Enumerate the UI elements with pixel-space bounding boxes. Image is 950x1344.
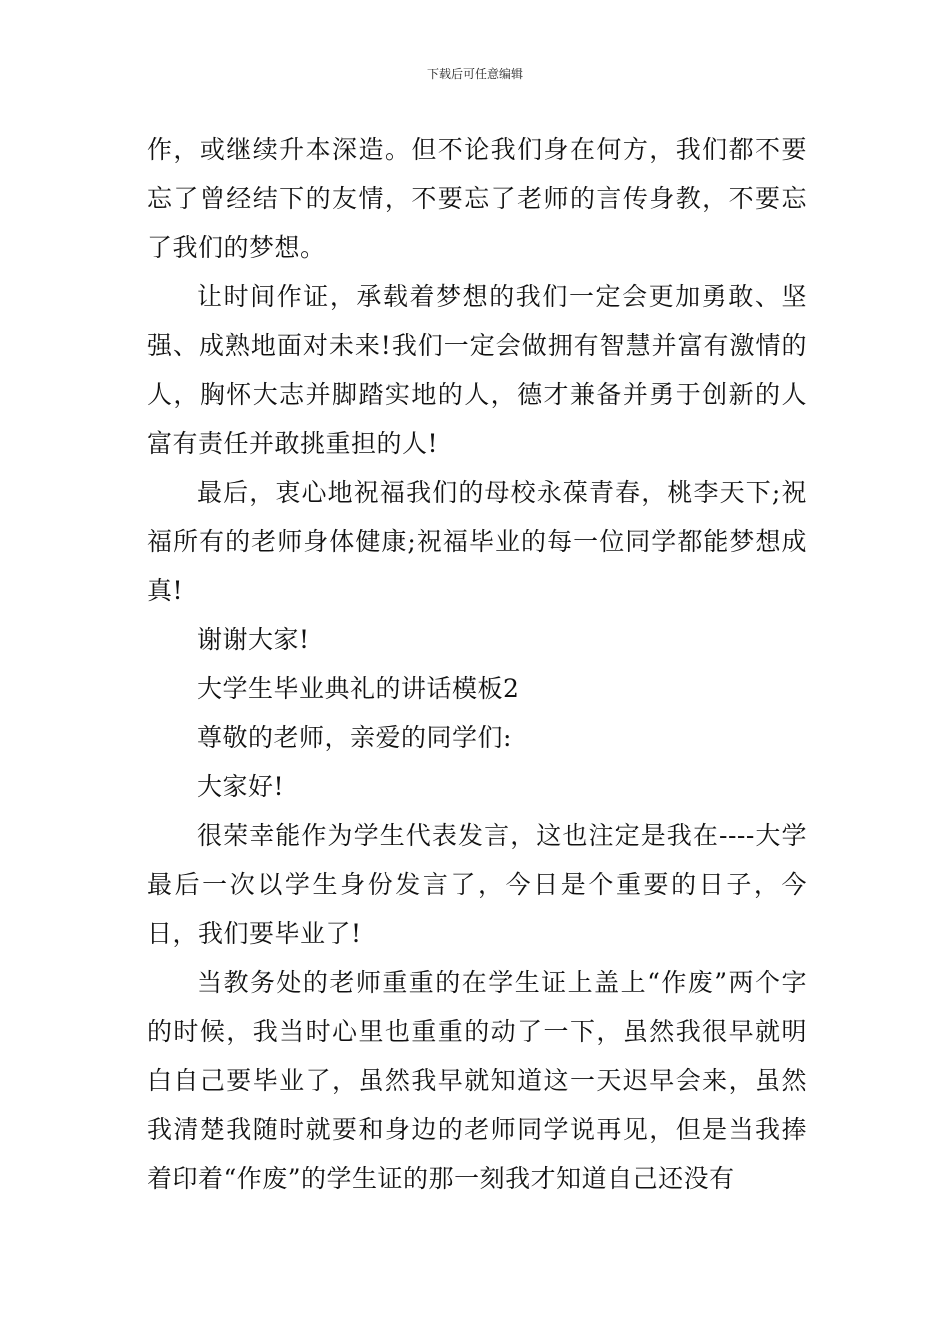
section-title: 大学生毕业典礼的讲话模板2 (197, 674, 520, 703)
paragraph-thanks: 谢谢大家! (197, 625, 310, 654)
salutation: 尊敬的老师，亲爱的同学们: (197, 723, 512, 752)
page-header: 下载后可任意编辑 (426, 67, 523, 81)
paragraph-blessing: 最后，衷心地祝福我们的母校永葆青春，桃李天下;祝福所有的老师身体健康;祝福毕业的每一位同学都能梦想成真! (147, 478, 807, 605)
paragraph-continuation: 作，或继续升本深造。但不论我们身在何方，我们都不要忘了曾经结下的友情，不要忘了老师的言传身教，不要忘了我们的梦想。 (147, 135, 807, 262)
document-body (147, 125, 807, 1203)
paragraph-testimony: 让时间作证，承载着梦想的我们一定会更加勇敢、坚强、成熟地面对未来!我们一定会做拥有智慧并富有激情的人，胸怀大志并脚踏实地的人，德才兼备并勇于创新的人富有责任并敢挑重担的人! (147, 282, 807, 458)
greeting: 大家好! (197, 772, 285, 801)
paragraph-story: 当教务处的老师重重的在学生证上盖上“作废”两个字的时候，我当时心里也重重的动了一下，虽然我很早就明白自己要毕业了，虽然我早就知道这一天迟早会来，虽然我清楚我随时就要和身边的老师同学说再见，但是当我捧着印着“作废”的学生证的那一刻我才知道自己还没有 (147, 968, 807, 1193)
paragraph-intro: 很荣幸能作为学生代表发言，这也注定是我在----大学最后一次以学生身份发言了，今日是个重要的日子，今日，我们要毕业了! (147, 821, 807, 948)
